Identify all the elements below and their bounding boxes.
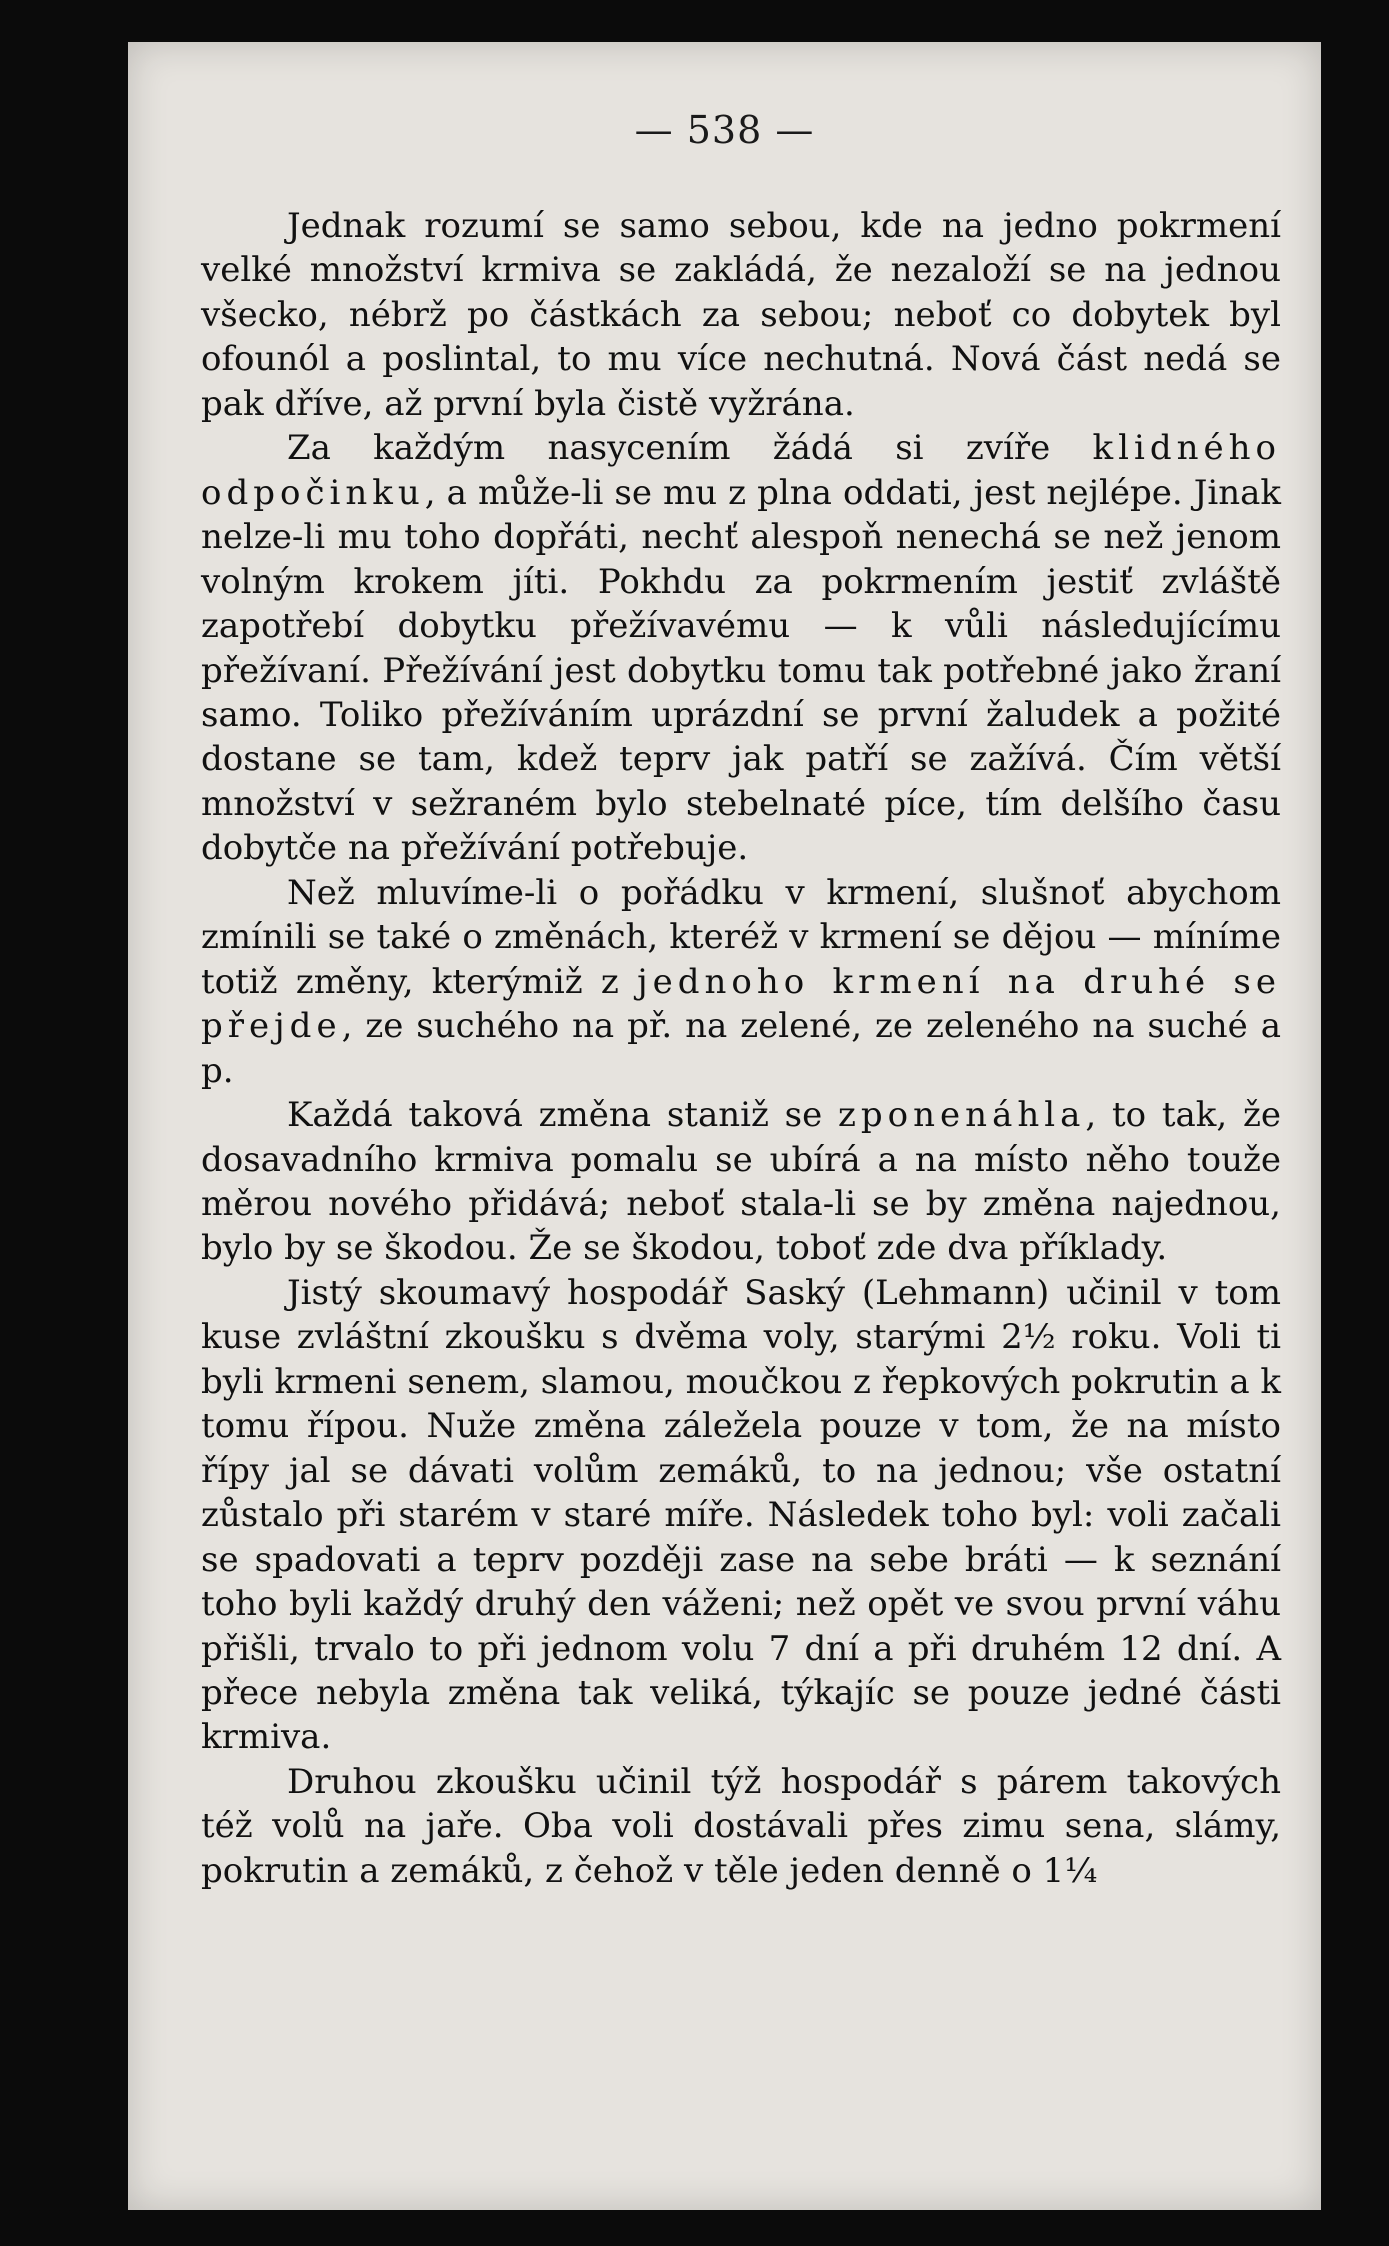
paragraph: Jednak rozumí se samo sebou, kde na jedno pokrmení velké množství krmiva se zakládá, že nezaloží se na jednou všecko, nébrž po částkách za sebou; neboť co dobytek byl ofounól a poslintal, to mu více nechutná. Nová část nedá se pak dříve, až první byla čistě vyžrána.	[201, 206, 1281, 424]
book-page	[128, 42, 1321, 2210]
text-run: Každá taková změna staniž se	[287, 1095, 838, 1136]
text-run: Než mluvíme-li o pořádku v krmení, slušnoť abychom zmínili se také o změnách, kteréž v krmení se dějou — míníme totiž změny, kterýmiž z	[201, 872, 1281, 1002]
paragraph: Jistý skoumavý hospodář Saský (Lehmann) učinil v tom kuse zvláštní zkoušku s dvěma voly, starými 2½ roku. Voli ti byli krmeni senem, slamou, moučkou z řepkových pokrutin a k tomu řípou. Nuže změna záležela pouze v tom, že na místo řípy jal se dávati volům zemáků, to na jednou; vše ostatní zůstalo při starém v staré míře. Následek toho byl: voli začali se spadovati a teprv později zase na sebe bráti — k seznání toho byli každý druhý den váženi; než opět ve svou první váhu přišli, trvalo to při jednom volu 7 dní a při druhém 12 dní. A přece nebyla změna tak veliká, týkajíc se pouze jedné části krmiva.	[201, 1272, 1282, 1758]
spaced-emphasis: zponenáhla	[838, 1095, 1086, 1136]
paragraph: Druhou zkoušku učinil týž hospodář s párem takových též volů na jaře. Oba voli dostávali přes zimu sena, slámy, pokrutin a zemáků, z čehož v těle jeden denně o 1¼	[201, 1761, 1281, 1891]
text-run: , ze suchého na př. na zelené, ze zeleného na suché a p.	[201, 1006, 1281, 1091]
page-number: — 538 —	[634, 108, 815, 152]
paragraph	[201, 871, 1281, 1093]
text-run: , a může-li se mu z plna oddati, jest nejlépe. Jinak nelze-li mu toho dopřáti, nechť alespoň nenechá se než jenom volným krokem jíti. Pokhdu za pokrmením jestiť zvláště zapotřebí dobytku přežívavému — k vůli následujícímu přežívaní. Přežívání jest dobytku tomu tak potřebné jako žraní samo. Toliko přežíváním uprázdní se první žaludek a požité dostane se tam, kdež teprv jak patří se zažívá. Čím větší množství v sežraném bylo stebelnaté píce, tím delšího času dobytče na přežívání potřebuje.	[201, 472, 1281, 869]
paragraph	[201, 426, 1281, 871]
text-run: Za každým nasycením žádá si zvíře	[287, 428, 1093, 469]
spaced-emphasis: jednoho krmení na druhé se přejde	[201, 961, 1281, 1047]
text-run: , to tak, že dosavadního krmiva pomalu se ubírá a na místo něho touže měrou nového přidává; neboť stala-li se by změna najednou, bylo by se škodou. Že se škodou, toboť zde dva příklady.	[201, 1095, 1281, 1269]
paragraph	[201, 1093, 1281, 1271]
page-text	[201, 204, 1281, 1893]
spaced-emphasis: klidného odpočinku	[201, 428, 1281, 513]
